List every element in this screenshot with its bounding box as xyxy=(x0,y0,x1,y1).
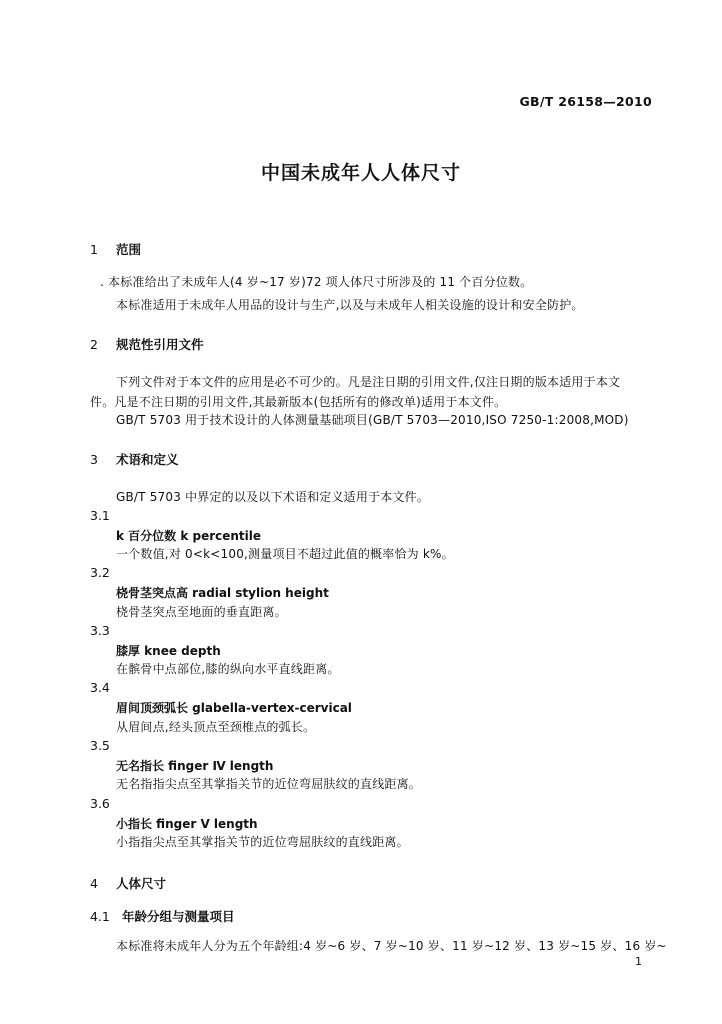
term-name: 桡骨茎突点高 radial stylion height xyxy=(116,586,329,600)
section-4-paragraph: 本标准将未成年人分为五个年龄组:4 岁~6 岁、7 岁~10 岁、11 岁~12 岁、13 岁~15 岁、16 岁~ xyxy=(116,939,667,953)
subsection-title: 年龄分组与测量项目 xyxy=(122,909,235,924)
section-title: 人体尺寸 xyxy=(116,876,167,891)
section-4-heading xyxy=(90,874,166,892)
term-definition: 小指指尖点至其掌指关节的近位弯屈肤纹的直线距离。 xyxy=(116,835,409,849)
section-title: 规范性引用文件 xyxy=(116,337,204,352)
term-number: 3.1 xyxy=(90,508,110,523)
section-number: 3 xyxy=(90,452,98,467)
section-number: 2 xyxy=(90,337,98,352)
term-number: 3.2 xyxy=(90,565,110,580)
section-1-paragraph-1: . 本标准给出了未成年人(4 岁~17 岁)72 项人体尺寸所涉及的 11 个百分位数。 xyxy=(100,275,533,289)
term-definition: 一个数值,对 0<k<100,测量项目不超过此值的概率恰为 k%。 xyxy=(116,547,454,561)
term-number: 3.5 xyxy=(90,738,110,753)
section-2-paragraph-line-1: 下列文件对于本文件的应用是必不可少的。凡是注日期的引用文件,仅注日期的版本适用于本文 xyxy=(116,375,621,389)
section-2-heading xyxy=(90,335,204,353)
section-1-paragraph-2: 本标准适用于未成年人用品的设计与生产,以及与未成年人相关设施的设计和安全防护。 xyxy=(116,298,584,312)
term-definition: 桡骨茎突点至地面的垂直距离。 xyxy=(116,605,287,619)
section-title: 范围 xyxy=(116,242,142,257)
standard-code: GB/T 26158—2010 xyxy=(519,94,652,109)
section-3-heading xyxy=(90,450,179,468)
term-definition: 从眉间点,经头顶点至颈椎点的弧长。 xyxy=(116,720,316,734)
term-name: 膝厚 knee depth xyxy=(116,644,221,658)
document-title: 中国未成年人人体尺寸 xyxy=(260,162,461,184)
section-3-intro: GB/T 5703 中界定的以及以下术语和定义适用于本文件。 xyxy=(116,490,430,504)
section-number: 4 xyxy=(90,876,98,891)
section-number: 1 xyxy=(90,242,98,257)
term-number: 3.4 xyxy=(90,680,110,695)
section-1-heading xyxy=(90,240,141,258)
term-definition: 在髌骨中点部位,膝的纵向水平直线距离。 xyxy=(116,662,340,676)
term-name: 小指长 finger Ⅴ length xyxy=(116,817,258,831)
term-name: k 百分位数 k percentile xyxy=(116,529,262,543)
section-2-reference: GB/T 5703 用于技术设计的人体测量基础项目(GB/T 5703—2010,ISO 7250-1:2008,MOD) xyxy=(116,413,629,427)
term-number: 3.3 xyxy=(90,623,110,638)
term-number: 3.6 xyxy=(90,796,110,811)
subsection-number: 4.1 xyxy=(90,909,110,924)
section-2-paragraph-line-2: 件。凡是不注日期的引用文件,其最新版本(包括所有的修改单)适用于本文件。 xyxy=(90,395,507,409)
term-name: 无名指长 finger Ⅳ length xyxy=(116,759,274,773)
term-name: 眉间顶颈弧长 glabella-vertex-cervical xyxy=(116,701,352,715)
page-number: 1 xyxy=(635,955,642,968)
term-definition: 无名指指尖点至其掌指关节的近位弯屈肤纹的直线距离。 xyxy=(116,777,422,791)
subsection-4-1-heading xyxy=(90,907,235,925)
section-title: 术语和定义 xyxy=(116,452,179,467)
